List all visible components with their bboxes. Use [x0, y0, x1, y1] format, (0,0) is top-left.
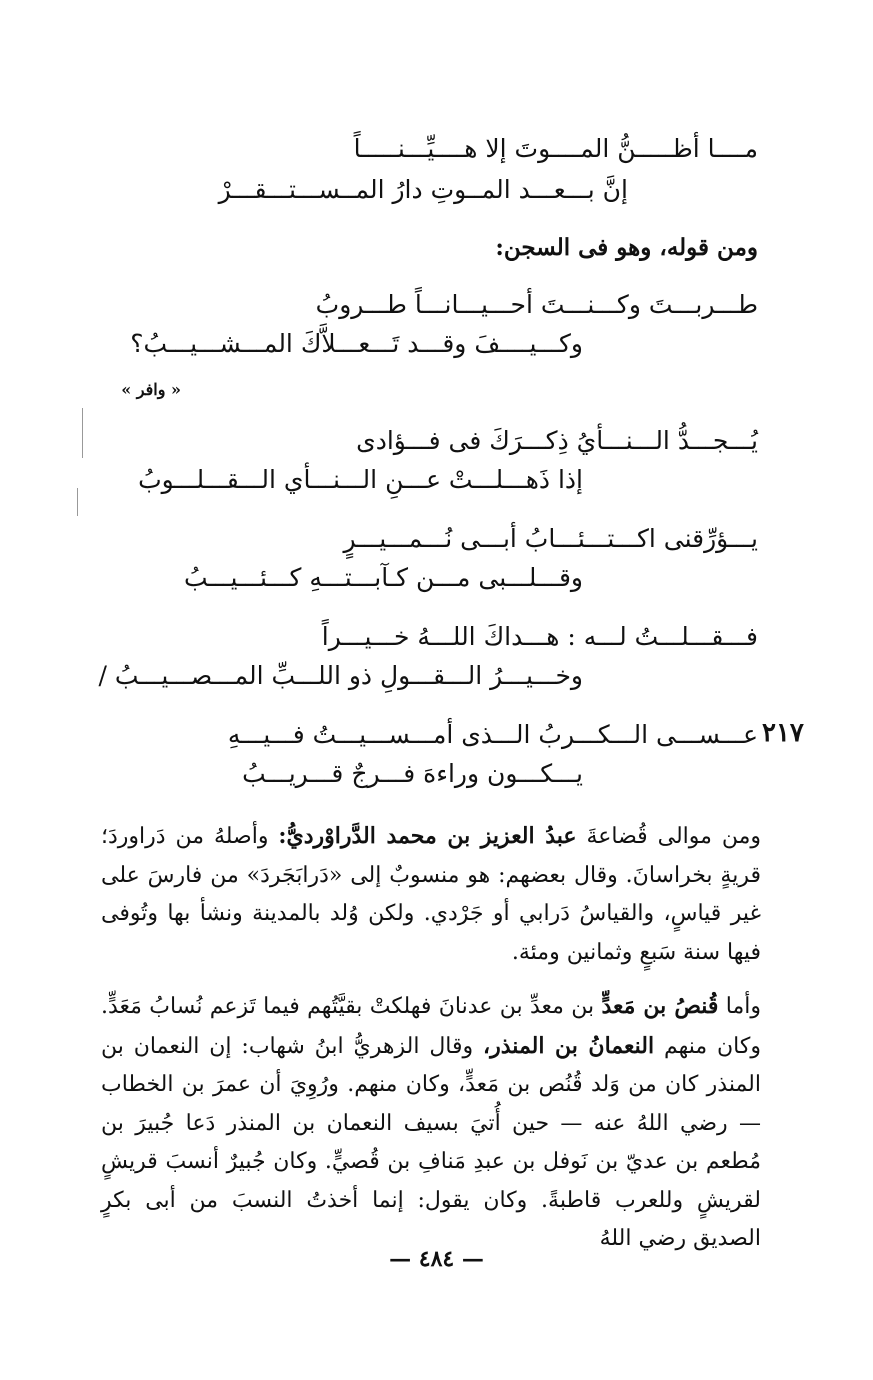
paragraph-text: وأصلهُ من دَراوردَ؛ قريةٍ بخراسانَ. وقال بعضهم: هو منسوبٌ إلى «دَرابَجَردَ» من فارسَ على غير قياسٍ، والقياسُ دَرابي أو جَرْدي. ولكن وُلد بالمدينة ونشأ بها وتُوفى فيها سنة سَبعٍ وثمانين ومئة. — [101, 824, 761, 965]
verse-hemistich-2: يـــكـــون وراءهَ فـــرجٌ قـــريـــبُ — [242, 759, 583, 788]
verse-hemistich-1: عـــســـى الـــكـــربُ الـــذى أمـــســـيـــتُ فـــيـــهِ — [227, 720, 758, 749]
person-name: قُنصُ بن مَعدٍّ — [601, 993, 719, 1019]
paragraph-lead: ومن موالى قُضاعةَ — [576, 824, 761, 849]
verse-hemistich-2: وكـــيــــفَ وقـــد تَـــعـــلاَّكَ المـــشـــيـــبُ؟ — [130, 329, 583, 358]
verse-hemistich-1: يُـــجـــدُّ الـــنـــأيُ ذِكـــرَكَ فى فـــؤادى — [356, 426, 758, 455]
meter-label: « وافر » — [121, 380, 181, 399]
person-name: عبدُ العزيز بن محمد الدَّراوْرديُّ: — [278, 823, 577, 849]
paragraph-lead: وأما — [718, 994, 762, 1019]
verse-hemistich-2: وخـــيـــرُ الـــقـــولِ ذو اللـــبِّ المـــصـــيـــبُ / — [98, 661, 583, 690]
paragraph-text: وقال الزهريُّ ابنُ شهاب: إن النعمان بن المنذر كان من وَلد قُنُص بن مَعدٍّ، وكان منهم. ورُوِيَ أن عمرَ بن الخطاب — رضي اللهُ عنه — حين أُتيَ بسيف النعمان بن المنذر دَعا جُبيرَ بن مُطعم بن عديّ بن نَوفل بن عبدِ مَنافِ بن قُصيٍّ. وكان جُبيرٌ أنسبَ قريشٍ لقريشٍ وللعرب قاطبةً. وكان يقول: إنما أخذتُ النسبَ من أبى بكرٍ الصديق رضي اللهُ — [101, 1033, 761, 1251]
verse-hemistich-2: إذا ذَهـــلـــتْ عـــنِ الـــنـــأي الـــقـــلـــوبُ — [138, 465, 583, 494]
person-name: النعمانُ بن المنذر، — [483, 1032, 655, 1059]
verse-hemistich-1: فـــقـــلـــتُ لـــه : هـــداكَ اللـــهُ خـــيـــراً — [321, 622, 758, 651]
paragraph-qunus — [101, 987, 762, 1251]
verse-hemistich-2: وقـــلـــبى مـــن كـآبـــتـــهِ كـــئـــيـــبُ — [183, 563, 583, 592]
paragraph-darawardi — [101, 817, 761, 977]
verse-hemistich-1: يـــؤرِّقنى اكـــتـــئـــابُ أبـــى نُـــمـــيـــرٍ — [343, 524, 758, 553]
verse-hemistich-1: مــــا أظـــــنُّ المــــوتَ إلا هــــيِّـــنـــــاً — [353, 134, 758, 163]
paragraph-text: بن معدِّ بن عدنانَ فهلكتْ بقيَّتُهم فيما تَزعم نُسابُ مَعَدٍّ. وكان منهم — [101, 994, 761, 1059]
scan-mark — [82, 408, 83, 458]
verse-hemistich-2: إنَّ بـــعـــد المــوتِ دارُ المــســـتـــقـــرْ — [218, 175, 628, 204]
poem-intro: ومن قوله، وهو فى السجن: — [495, 234, 758, 261]
verse-hemistich-1: طـــربـــتَ وكـــنـــتَ أحـــيـــانـــاً طـــروبُ — [315, 290, 758, 319]
scan-mark — [77, 488, 78, 516]
page-number: — ٤٨٤ — — [389, 1246, 484, 1272]
margin-number: ٢١٧ — [762, 718, 804, 748]
